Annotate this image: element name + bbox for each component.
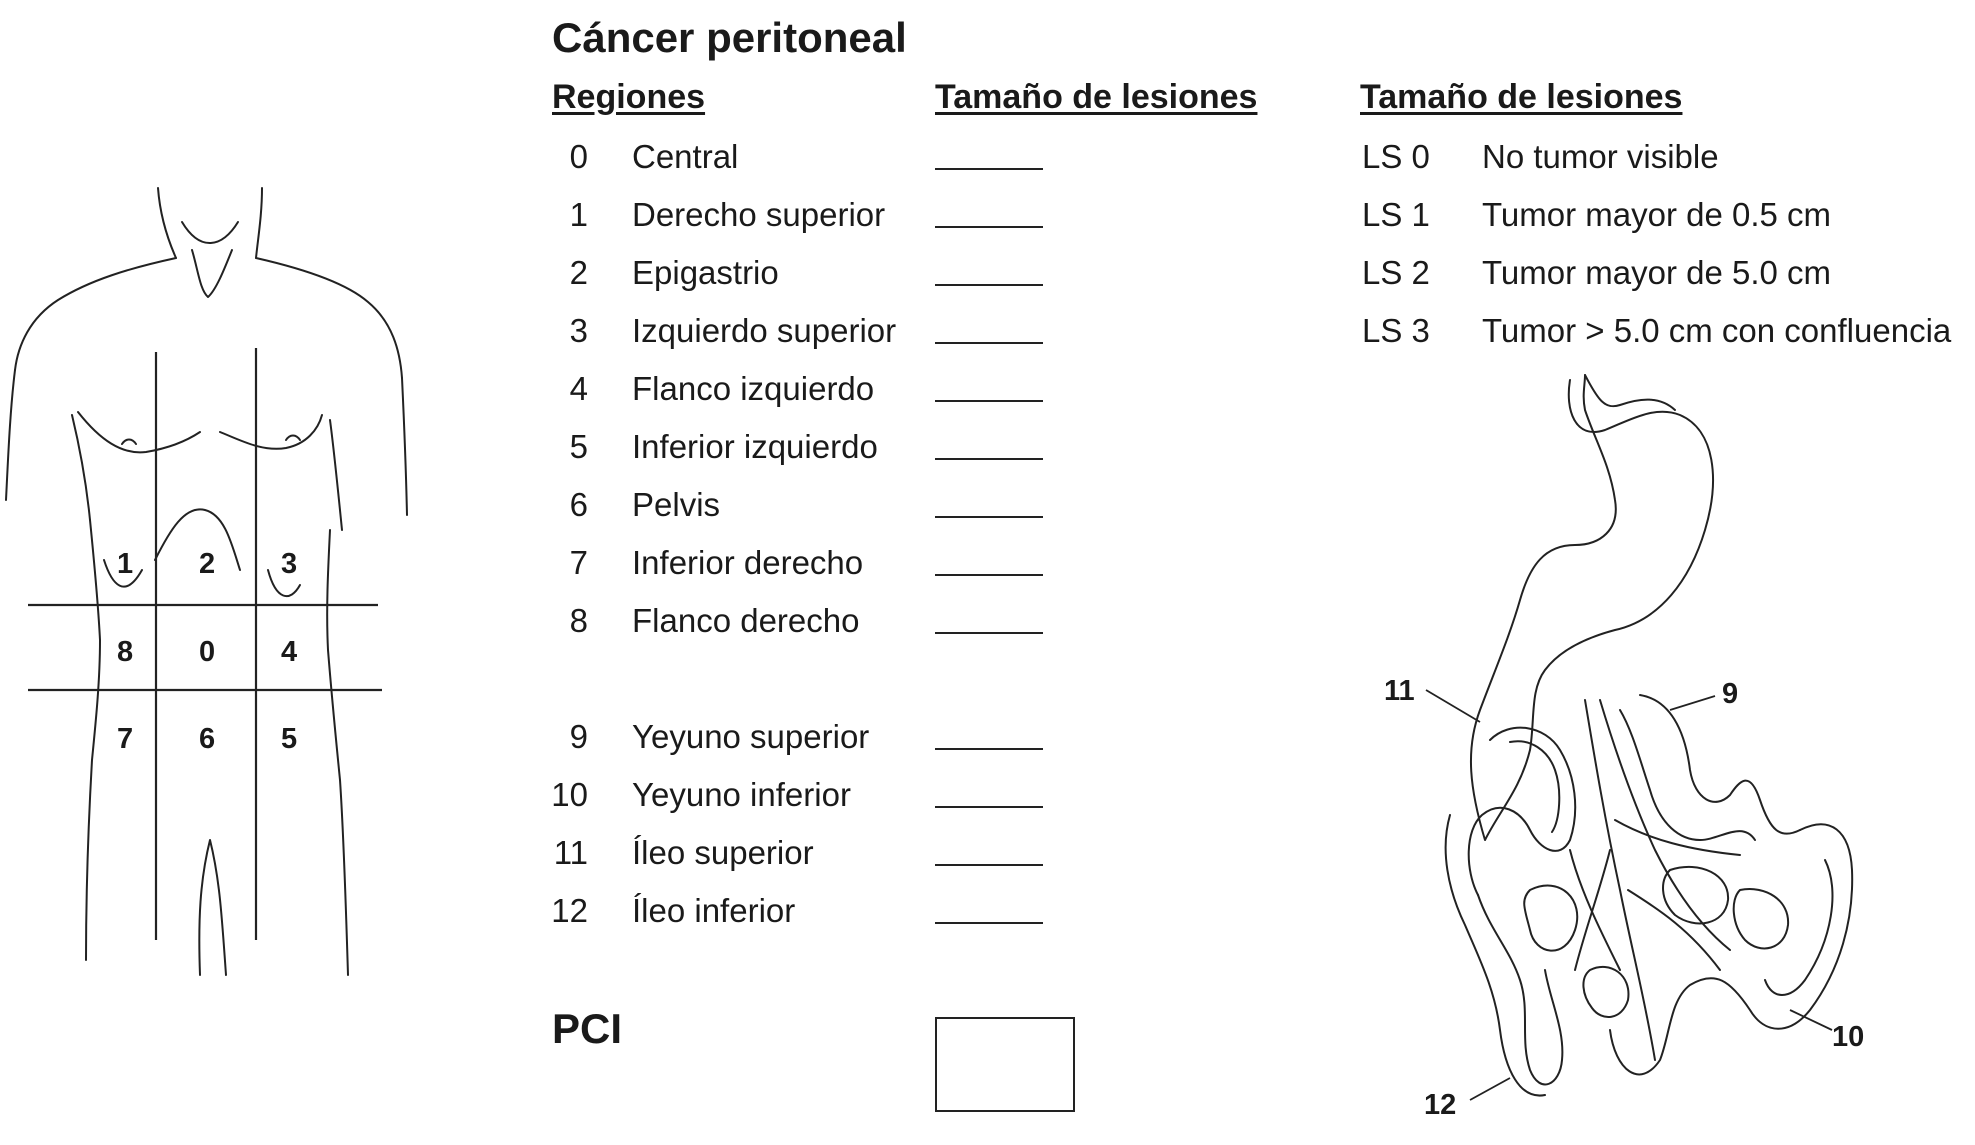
torso-region-4: 4 [281,636,298,668]
bowel-label-11: 11 [1384,675,1415,707]
ileum-loop-11-b [1510,741,1559,832]
stomach-outer [1471,375,1713,840]
torso-rib-arch [155,509,240,570]
torso-sternal-notch [192,250,232,297]
lesion-scale-code: LS 2 [1362,254,1430,291]
mesentery-vessel [1585,700,1655,1060]
region-number: 6 [569,486,588,523]
jejunum-loop-9 [1640,695,1800,834]
leader-line-11 [1426,690,1480,722]
small-bowel-diagram [1370,370,1890,1130]
mesentery-arcade [1583,967,1628,1017]
region-name: Flanco derecho [632,602,860,639]
region-number: 0 [569,138,588,175]
region-number: 3 [569,312,588,349]
torso-region-0: 0 [199,636,216,668]
jejunum-loop-10-b [1765,860,1832,995]
region-number: 9 [569,718,588,755]
torso-region-2: 2 [199,548,216,580]
lesion-size-column-header: Tamaño de lesiones [935,78,1258,116]
region-number: 7 [569,544,588,581]
mesentery-vessel [1600,700,1730,950]
pci-label: PCI [552,1005,623,1052]
region-name: Inferior izquierdo [632,428,878,465]
ileum-loop-12-b [1446,815,1545,1096]
jejunum-loop-10 [1610,824,1852,1074]
region-name: Íleo superior [632,834,814,871]
region-name: Pelvis [632,486,721,523]
mesentery-arcade [1524,886,1577,951]
torso-region-6: 6 [199,723,216,755]
torso-side-right [327,530,348,975]
torso-region-7: 7 [117,723,134,755]
torso-pec-right [220,415,322,449]
region-name: Epigastrio [632,254,779,291]
regions-header: Regiones [552,78,706,116]
stomach-inner [1585,375,1675,410]
region-name: Flanco izquierdo [632,370,875,407]
region-score-blank[interactable] [935,458,1043,460]
torso-armpit-right [330,420,342,530]
region-score-blank[interactable] [935,574,1043,576]
page-title: Cáncer peritoneal [552,14,907,61]
region-number: 8 [569,602,588,639]
pci-total-box[interactable] [935,1017,1075,1112]
region-number: 11 [553,834,588,871]
torso-collar [182,222,238,243]
torso-side-left [86,520,100,960]
torso-neck-left [158,188,176,258]
region-score-blank[interactable] [935,400,1043,402]
torso-shoulder-left [15,258,176,370]
lesion-scale-code: LS 1 [1362,196,1430,233]
region-score-blank[interactable] [935,342,1043,344]
region-name: Yeyuno inferior [632,776,851,813]
region-number: 12 [551,892,588,929]
torso-shoulder-right [256,258,402,378]
mesentery-vessel [1615,820,1740,855]
torso-inner-leg [199,840,226,975]
torso-region-1: 1 [117,548,134,580]
region-number: 10 [551,776,588,813]
mesentery-vessel [1575,850,1610,970]
leader-line-9 [1670,696,1715,710]
lesion-scale-code: LS 3 [1362,312,1430,349]
torso-diagram [0,0,420,1145]
torso-nipple-right [286,436,300,441]
region-name: Yeyuno superior [632,718,870,755]
leader-line-12 [1470,1078,1510,1100]
leader-line-10 [1790,1010,1832,1030]
bowel-label-12: 12 [1424,1089,1457,1121]
region-name: Central [632,138,739,175]
torso-arm-left [6,370,15,500]
lesion-scale-desc: Tumor mayor de 5.0 cm [1482,254,1832,291]
region-score-blank[interactable] [935,516,1043,518]
torso-region-3: 3 [281,548,298,580]
bowel-label-9: 9 [1722,678,1739,710]
region-score-blank[interactable] [935,864,1043,866]
region-score-blank[interactable] [935,284,1043,286]
region-score-blank[interactable] [935,922,1043,924]
region-name: Izquierdo superior [632,312,897,349]
mesentery-arcade [1734,889,1788,948]
lesion-size-legend-header: Tamaño de lesiones [1360,78,1683,116]
lesion-scale-desc: Tumor > 5.0 cm con confluencia [1482,312,1952,349]
region-name: Inferior derecho [632,544,864,581]
torso-region-8: 8 [117,636,134,668]
mesentery-vessel [1628,890,1720,970]
region-score-blank[interactable] [935,168,1043,170]
region-name: Íleo inferior [632,892,796,929]
torso-neck-right [256,188,262,258]
region-score-blank[interactable] [935,632,1043,634]
torso-pec-left [78,412,200,452]
region-number: 1 [569,196,588,233]
lesion-scale-desc: No tumor visible [1482,138,1719,175]
lesion-scale-code: LS 0 [1362,138,1430,175]
jejunum-loop-9-b [1620,710,1755,840]
bowel-label-10: 10 [1832,1021,1865,1053]
torso-armpit-left [72,415,90,520]
region-number: 2 [569,254,588,291]
region-score-blank[interactable] [935,226,1043,228]
region-name: Derecho superior [632,196,886,233]
lesion-scale-desc: Tumor mayor de 0.5 cm [1482,196,1832,233]
torso-arm-right [402,378,407,515]
torso-nipple-left [122,440,136,445]
torso-region-5: 5 [281,723,298,755]
region-number: 5 [569,428,588,465]
region-score-blank[interactable] [935,806,1043,808]
region-score-blank[interactable] [935,748,1043,750]
region-number: 4 [569,370,588,407]
